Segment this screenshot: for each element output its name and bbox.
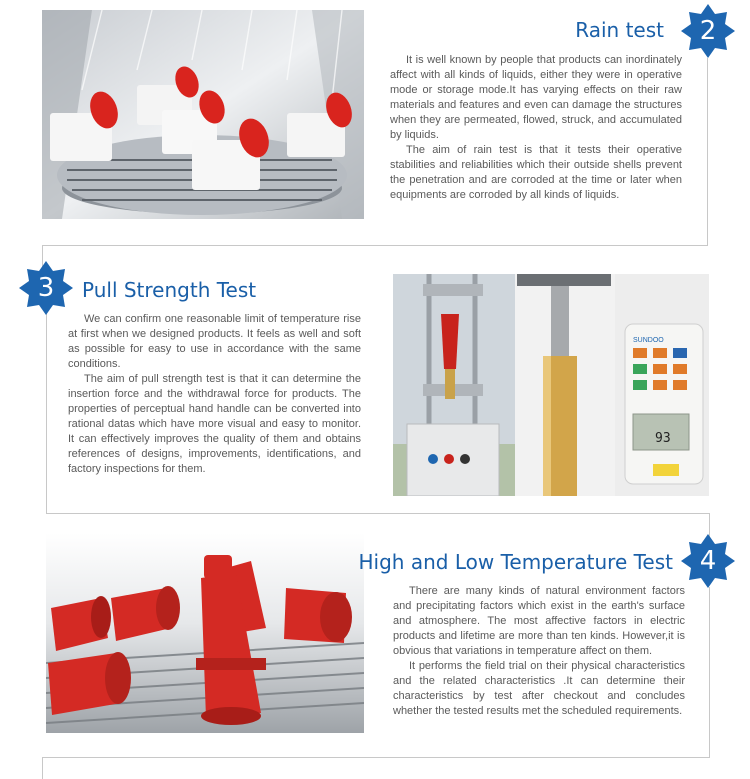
frame-line (46, 513, 710, 514)
body-paragraph: There are many kinds of natural environment factors and precipitating factors which exist in the earth's surface and atmosphere. The most affective factors in electric products and lifetime are more than ten kinds. However,it is obvious that variations in temperature affect on them. (393, 585, 685, 657)
step-number: 2 (699, 16, 717, 46)
section-body (393, 584, 685, 719)
section-body (390, 53, 682, 203)
frame-line (42, 245, 708, 246)
section-title: Rain test (575, 18, 664, 42)
temperature-test-photo (46, 533, 364, 733)
frame-line (42, 757, 710, 758)
meter-brand: SUNDOO (633, 337, 664, 344)
frame-line (46, 314, 47, 514)
step-number: 3 (37, 273, 55, 303)
pull-strength-test-photo (393, 274, 709, 496)
step-badge-4 (680, 533, 736, 589)
frame-line (709, 587, 710, 757)
meter-reading: 93 (655, 431, 671, 446)
section-title: High and Low Temperature Test (358, 550, 673, 574)
step-number: 4 (699, 546, 717, 576)
frame-line (42, 757, 43, 779)
body-paragraph: It performs the field trial on their physical characteristics and the related characteristics .It can determine their characteristics by test after checkout and concludes whether the tested results met the scheduled requirements. (393, 660, 685, 717)
section-title: Pull Strength Test (82, 278, 257, 302)
body-paragraph: The aim of pull strength test is that it can determine the insertion force and the withdrawal force for products. The properties of perceptual hand handle can be converted into rational datas which have more visual and easy to monitor. It can effectively improves the quality of them and obtains references of designs, improvements, identifications, and factory inspections for them. (68, 373, 361, 475)
step-badge-3 (18, 260, 74, 316)
body-paragraph: We can confirm one reasonable limit of temperature rise at first when we designed products. It feels as well and soft as possible for easy to use in accordance with the same conditions. (68, 313, 361, 370)
frame-line (707, 58, 708, 246)
body-paragraph: It is well known by people that products can inordinately affect with all kinds of liquids, either they were in operative mode or storage mode.It has varying effects on their raw materials and features and even can damage the structures when they are permeated, flowed, struck, and accumulated by liquids. (390, 54, 682, 141)
body-paragraph: The aim of rain test is that it tests their operative stabilities and reliabilities which their outside shells prevent the penetration and are corroded at the time or later when equipments are corroded by all kinds of liquids. (390, 144, 682, 201)
step-badge-2 (680, 3, 736, 59)
section-body (68, 312, 361, 477)
rain-test-photo (42, 10, 364, 219)
